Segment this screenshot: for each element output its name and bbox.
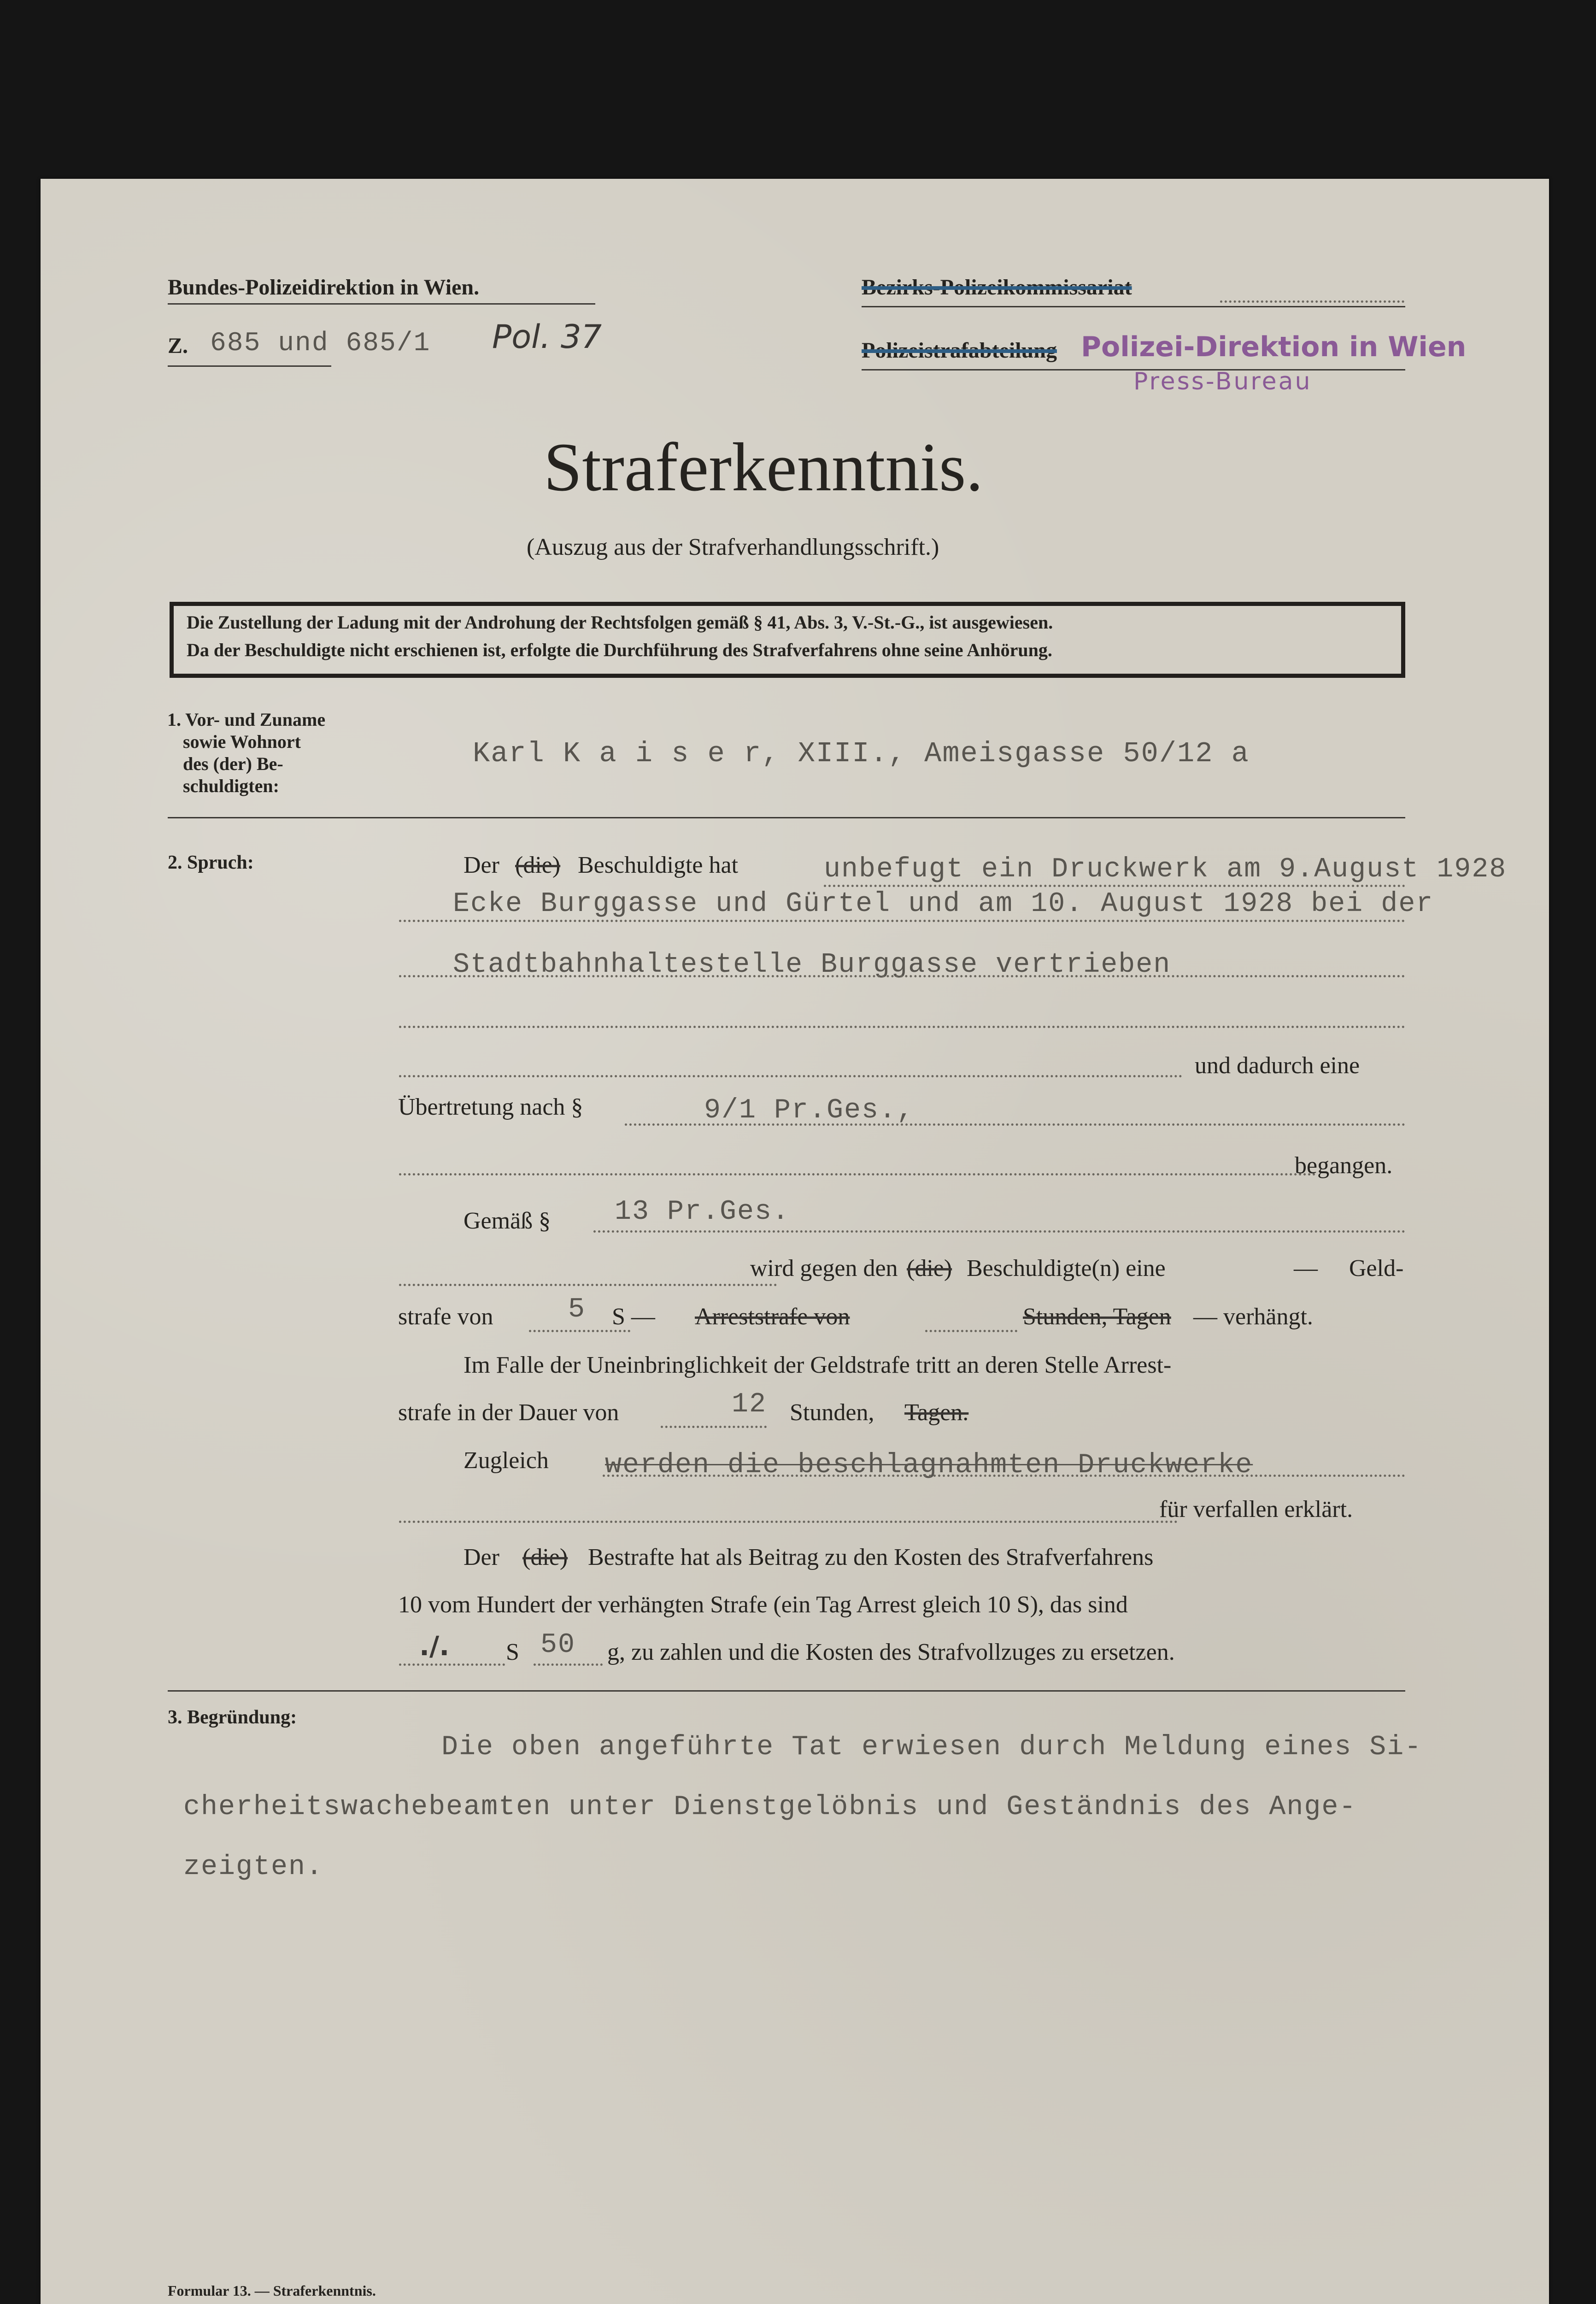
- reasoning-line3: zeigten.: [183, 1851, 324, 1883]
- verhaengt: — verhängt.: [1193, 1304, 1313, 1330]
- section2-label: 2. Spruch:: [168, 852, 254, 873]
- typed-offense-line2: Ecke Burggasse und Gürtel und am 10. August 1928 bei der: [453, 888, 1434, 920]
- section1-label-line: sowie Wohnort: [183, 731, 301, 752]
- stunden-word: Stunden,: [790, 1399, 874, 1426]
- dotted-line: [593, 1230, 1405, 1233]
- dotted-line: [824, 885, 1405, 887]
- gemaess-value: 13 Pr.Ges.: [615, 1196, 790, 1228]
- notice-line1: Die Zustellung der Ladung mit der Androhung der Rechtsfolgen gemäß § 41, Abs. 3, V.-St.-G., ist ausgewiesen.: [187, 612, 1053, 633]
- die3-struck: (die): [522, 1544, 568, 1570]
- begangen-word: begangen.: [1295, 1152, 1393, 1179]
- dotted-line: [399, 1075, 1182, 1077]
- bezirk-label: Bezirks-Polizeikommissariat: [862, 275, 1132, 300]
- dotted-line: [399, 1026, 1405, 1028]
- reasoning-line2: cherheitswachebeamten unter Dienstgelöbnis und Geständnis des Ange-: [183, 1792, 1357, 1823]
- dotted-line: [399, 920, 1405, 922]
- cost-mark: ./.: [419, 1630, 450, 1662]
- dotted-line: [661, 1426, 767, 1428]
- uneinbringlich-line1: Im Falle der Uneinbringlichkeit der Geldstrafe tritt an deren Stelle Arrest-: [464, 1352, 1172, 1378]
- section2-divider: [168, 1690, 1405, 1692]
- currency-s: S —: [612, 1304, 655, 1330]
- strafabteilung-label: Polizeistrafabteilung: [862, 338, 1057, 363]
- ref-underline: [168, 365, 331, 367]
- dotted-line: [603, 1475, 1405, 1477]
- section1-label-line: des (der) Be-: [183, 753, 283, 774]
- ref-prefix: Z.: [168, 334, 188, 358]
- uebertretung-label: Übertretung nach §: [398, 1094, 583, 1120]
- arrest-hours: 12: [732, 1389, 767, 1420]
- dotted-line: [399, 1521, 1178, 1523]
- page-subtitle: (Auszug aus der Strafverhandlungsschrift.): [527, 534, 939, 560]
- ref-numbers: 685 und 685/1: [210, 329, 431, 359]
- dotted-line: [925, 1330, 1017, 1332]
- dash: —: [1294, 1255, 1318, 1281]
- dotted-line: [399, 1173, 1316, 1176]
- hundert-line: 10 vom Hundert der verhängten Strafe (ein Tag Arrest gleich 10 S), das sind: [398, 1592, 1128, 1618]
- authority-underline: [168, 303, 595, 305]
- bezirk-dotted-line: [1220, 300, 1404, 303]
- arreststrafe-struck: Arreststrafe von: [695, 1304, 850, 1330]
- cost-currency-s: S: [506, 1639, 519, 1665]
- die-struck: (die): [515, 852, 561, 878]
- beschuldigte-n-eine: Beschuldigte(n) eine: [967, 1255, 1166, 1281]
- document-sheet: [41, 179, 1549, 2304]
- bezirk-underline: [862, 306, 1405, 307]
- zahlen-line: g, zu zahlen und die Kosten des Strafvollzuges zu ersetzen.: [607, 1639, 1175, 1665]
- stamp-line2: Press-Bureau: [1133, 368, 1312, 395]
- stamp-line1: Polizei-Direktion in Wien: [1081, 331, 1467, 363]
- bestrafte-line: Bestrafte hat als Beitrag zu den Kosten des Strafverfahrens: [588, 1544, 1154, 1570]
- zugleich-word: Zugleich: [464, 1447, 549, 1474]
- ref-handwritten-note: Pol. 37: [492, 318, 602, 356]
- und-dadurch-eine: und dadurch eine: [1195, 1052, 1360, 1079]
- section1-label: [167, 709, 325, 797]
- paragraph-value: 9/1 Pr.Ges.,: [704, 1095, 915, 1126]
- dotted-line: [399, 1663, 505, 1666]
- geld-word: Geld-: [1349, 1255, 1404, 1281]
- dotted-line: [399, 975, 1405, 977]
- authority-heading: Bundes-Polizeidirektion in Wien.: [168, 275, 480, 300]
- reasoning-line1: Die oben angeführte Tat erwiesen durch Meldung eines Si-: [441, 1732, 1422, 1763]
- dotted-line: [399, 1284, 777, 1286]
- uneinbringlich-line2: strafe in der Dauer von: [398, 1399, 619, 1426]
- strafe-von: strafe von: [398, 1304, 493, 1330]
- footer-form-number: Formular 13. — Straferkenntnis.: [168, 2282, 376, 2299]
- tagen-struck: Tagen.: [904, 1399, 969, 1426]
- dotted-line: [534, 1663, 603, 1666]
- typed-offense-line3: Stadtbahnhaltestelle Burggasse vertrieben: [453, 949, 1171, 981]
- fine-amount: 5: [568, 1294, 586, 1325]
- section1-label-line: schuldigten:: [183, 776, 279, 796]
- accused-name-address: Karl K a i s e r, XIII., Ameisgasse 50/12 a: [473, 737, 1250, 770]
- der-word: Der: [464, 852, 499, 878]
- cost-amount: 50: [540, 1629, 576, 1661]
- verfallen-erklaert: für verfallen erklärt.: [1159, 1496, 1353, 1522]
- die2-struck: (die): [907, 1255, 952, 1281]
- stunden-tagen-struck: Stunden, Tagen: [1023, 1304, 1171, 1330]
- beschuldigte-hat: Beschuldigte hat: [578, 852, 739, 878]
- page-title: Straferkenntnis.: [544, 429, 983, 505]
- section3-label: 3. Begründung:: [168, 1707, 297, 1728]
- wird-gegen-den: wird gegen den: [750, 1255, 898, 1281]
- dotted-line: [625, 1123, 1405, 1126]
- section1-divider: [168, 817, 1405, 818]
- section1-label-line: 1. Vor- und Zuname: [167, 709, 326, 730]
- typed-offense-line1: unbefugt ein Druckwerk am 9.August 1928: [824, 854, 1507, 885]
- notice-box: [170, 602, 1405, 678]
- zugleich-value: werden die beschlagnahmten Druckwerke: [605, 1450, 1253, 1481]
- gemaess-label: Gemäß §: [464, 1208, 551, 1234]
- notice-line2: Da der Beschuldigte nicht erschienen ist, erfolgte die Durchführung des Strafverfahrens ohne seine Anhörung.: [187, 640, 1052, 660]
- der2-word: Der: [464, 1544, 499, 1570]
